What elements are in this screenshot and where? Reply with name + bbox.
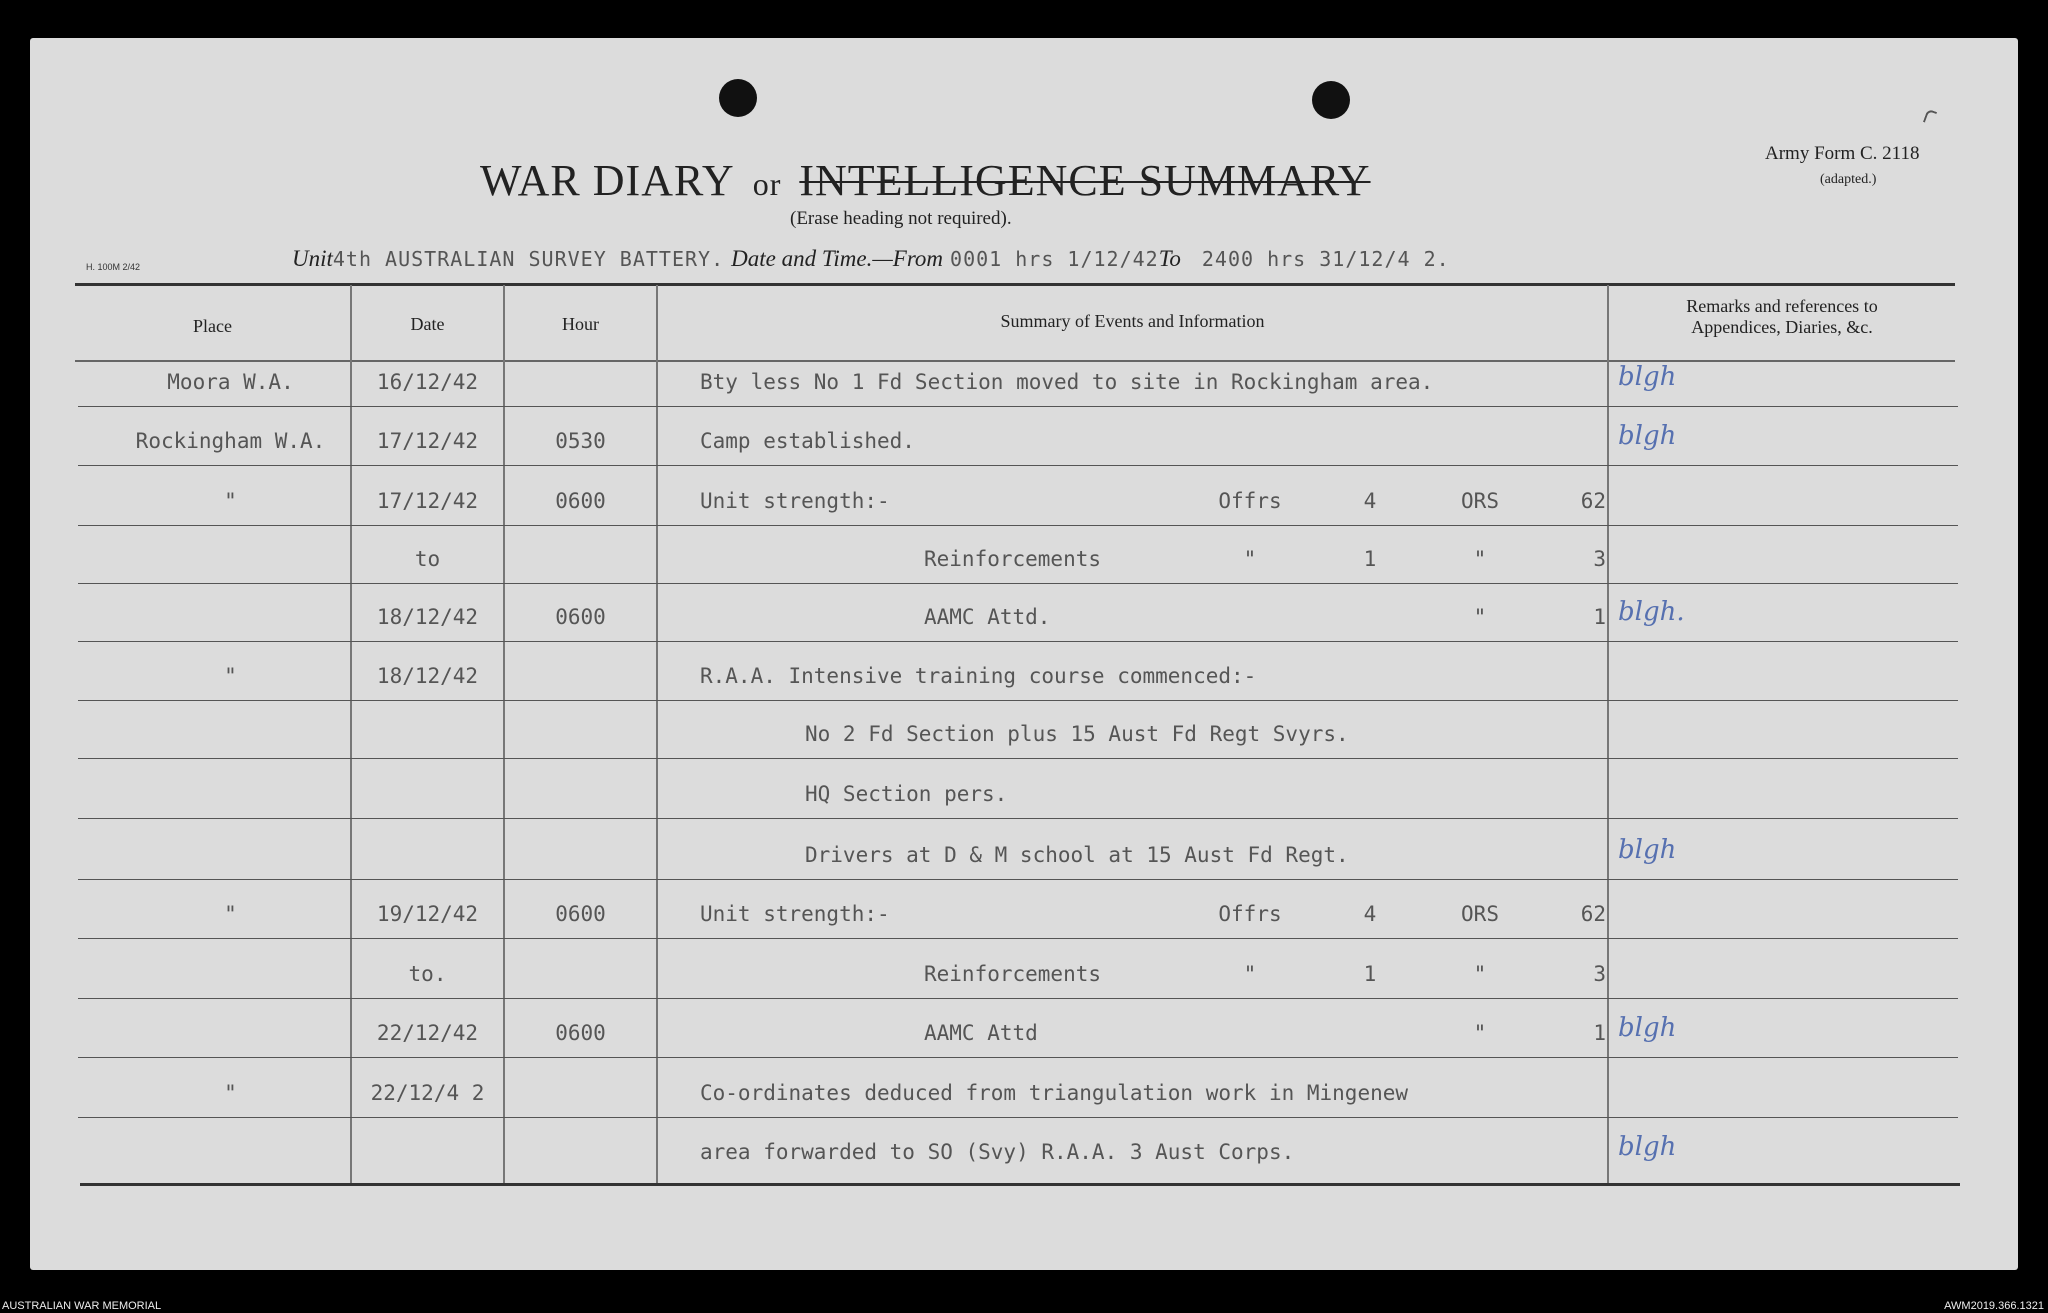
row-ors: 3: [1593, 547, 1606, 571]
from-value: 0001 hrs 1/12/42: [950, 247, 1159, 271]
row-initials: blgh.: [1618, 597, 1685, 627]
table-top-rule: [75, 283, 1955, 286]
punch-hole-right: [1312, 81, 1350, 119]
row-summary: No 2 Fd Section plus 15 Aust Fd Regt Svyrs.: [805, 722, 1349, 746]
row-date: to.: [408, 962, 447, 986]
row-summary: HQ Section pers.: [805, 782, 1008, 806]
punch-hole-left: [719, 79, 757, 117]
row-rule: [78, 525, 1958, 526]
row-summary: Co-ordinates deduced from triangulation work in Mingenew: [700, 1081, 1409, 1105]
row-place: ": [224, 902, 237, 926]
row-initials: blgh: [1618, 835, 1677, 865]
row-summary: Unit strength:-: [700, 489, 890, 513]
header-summary: Summary of Events and Information: [1000, 311, 1265, 331]
row-offrs-label: ": [1243, 547, 1257, 571]
row-offrs: 1: [1363, 962, 1377, 986]
row-ors: 1: [1593, 1021, 1606, 1045]
row-date: 18/12/42: [376, 664, 479, 688]
row-offrs: 4: [1363, 902, 1377, 926]
row-rule: [78, 1117, 1958, 1118]
row-initials: blgh: [1618, 1013, 1677, 1043]
row-rule: [78, 583, 1958, 584]
col-divider-date: [503, 285, 505, 1183]
col-divider-place: [350, 285, 352, 1183]
row-ors: 1: [1593, 605, 1606, 629]
row-date: 17/12/42: [376, 429, 479, 453]
unit-line: [292, 246, 1450, 272]
row-initials: blgh: [1618, 1132, 1677, 1162]
unit-value: 4th AUSTRALIAN SURVEY BATTERY.: [332, 247, 725, 271]
row-hour: 0600: [555, 605, 606, 629]
title-struck: INTELLIGENCE SUMMARY: [799, 156, 1371, 205]
row-summary: R.A.A. Intensive training course commenced:-: [700, 664, 1257, 688]
title-war-diary: WAR DIARY: [480, 156, 735, 205]
row-ors: 3: [1593, 962, 1606, 986]
header-place: Place: [193, 316, 232, 336]
to-value: 2400 hrs 31/12/4 2.: [1201, 247, 1450, 271]
row-offrs: 1: [1363, 547, 1377, 571]
unit-label: Unit: [292, 246, 333, 271]
row-place: Moora W.A.: [167, 370, 294, 394]
row-hour: 0600: [555, 902, 606, 926]
row-ors: 62: [1580, 902, 1606, 926]
row-rule: [78, 465, 1958, 466]
col-divider-summary: [1607, 285, 1609, 1183]
row-rule: [78, 938, 1958, 939]
row-rule: [78, 641, 1958, 642]
row-rule: [78, 406, 1958, 407]
row-summary: Reinforcements: [924, 962, 1102, 986]
table-bottom-rule: [80, 1183, 1960, 1186]
row-initials: blgh: [1618, 421, 1677, 451]
row-hour: 0530: [555, 429, 606, 453]
row-offrs: 4: [1363, 489, 1377, 513]
row-date: 17/12/42: [376, 489, 479, 513]
row-initials: blgh: [1618, 362, 1677, 392]
row-offrs-label: ": [1243, 962, 1257, 986]
header-remarks-1: Remarks and references to: [1686, 296, 1878, 316]
row-ors-label: ": [1473, 962, 1487, 986]
row-date: 22/12/4 2: [370, 1081, 485, 1105]
row-ors-label: ": [1473, 547, 1487, 571]
row-date: 18/12/42: [376, 605, 479, 629]
row-hour: 0600: [555, 1021, 606, 1045]
row-date: 16/12/42: [376, 370, 479, 394]
row-rule: [78, 818, 1958, 819]
subtitle: (Erase heading not required).: [790, 208, 1012, 229]
row-place: ": [224, 489, 237, 513]
page-title: [445, 155, 1445, 206]
row-hour: 0600: [555, 489, 606, 513]
row-ors-label: ORS: [1461, 902, 1499, 926]
row-summary: AAMC Attd.: [924, 605, 1051, 629]
form-code: H. 100M 2/42: [86, 262, 141, 272]
footer-left: AUSTRALIAN WAR MEMORIAL: [2, 1300, 162, 1312]
row-summary: Reinforcements: [924, 547, 1102, 571]
header-date: Date: [410, 314, 445, 334]
army-form-label: Army Form C. 2118: [1765, 143, 1920, 164]
row-rule: [78, 1057, 1958, 1058]
row-place: ": [224, 664, 237, 688]
to-label: To: [1158, 246, 1181, 271]
row-ors: 62: [1580, 489, 1606, 513]
title-or: or: [752, 166, 782, 202]
row-summary: Unit strength:-: [700, 902, 890, 926]
row-ors-label: ORS: [1461, 489, 1499, 513]
row-ors-label: ": [1473, 1021, 1487, 1045]
row-summary: Drivers at D & M school at 15 Aust Fd Regt.: [805, 843, 1349, 867]
footer-right: AWM2019.366.1321: [1944, 1300, 2044, 1312]
row-date: 19/12/42: [376, 902, 479, 926]
row-place: Rockingham W.A.: [135, 429, 326, 453]
row-rule: [78, 700, 1958, 701]
row-rule: [78, 998, 1958, 999]
row-offrs-label: Offrs: [1218, 489, 1282, 513]
row-date: to: [414, 547, 441, 571]
row-rule: [78, 758, 1958, 759]
row-summary: AAMC Attd: [924, 1021, 1038, 1045]
adapted-label: (adapted.): [1820, 172, 1877, 187]
row-offrs-label: Offrs: [1218, 902, 1282, 926]
date-time-label: Date and Time.—From: [731, 246, 944, 271]
col-divider-hour: [656, 285, 658, 1183]
title-block: [445, 155, 1445, 206]
row-ors-label: ": [1473, 605, 1487, 629]
header-remarks-2: Appendices, Diaries, &c.: [1691, 317, 1873, 337]
row-place: ": [224, 1081, 237, 1105]
row-date: 22/12/42: [376, 1021, 479, 1045]
row-summary: Camp established.: [700, 429, 915, 453]
row-summary: area forwarded to SO (Svy) R.A.A. 3 Aust Corps.: [700, 1140, 1295, 1164]
row-rule: [78, 879, 1958, 880]
header-hour: Hour: [562, 314, 599, 334]
row-summary: Bty less No 1 Fd Section moved to site in Rockingham area.: [700, 370, 1434, 394]
